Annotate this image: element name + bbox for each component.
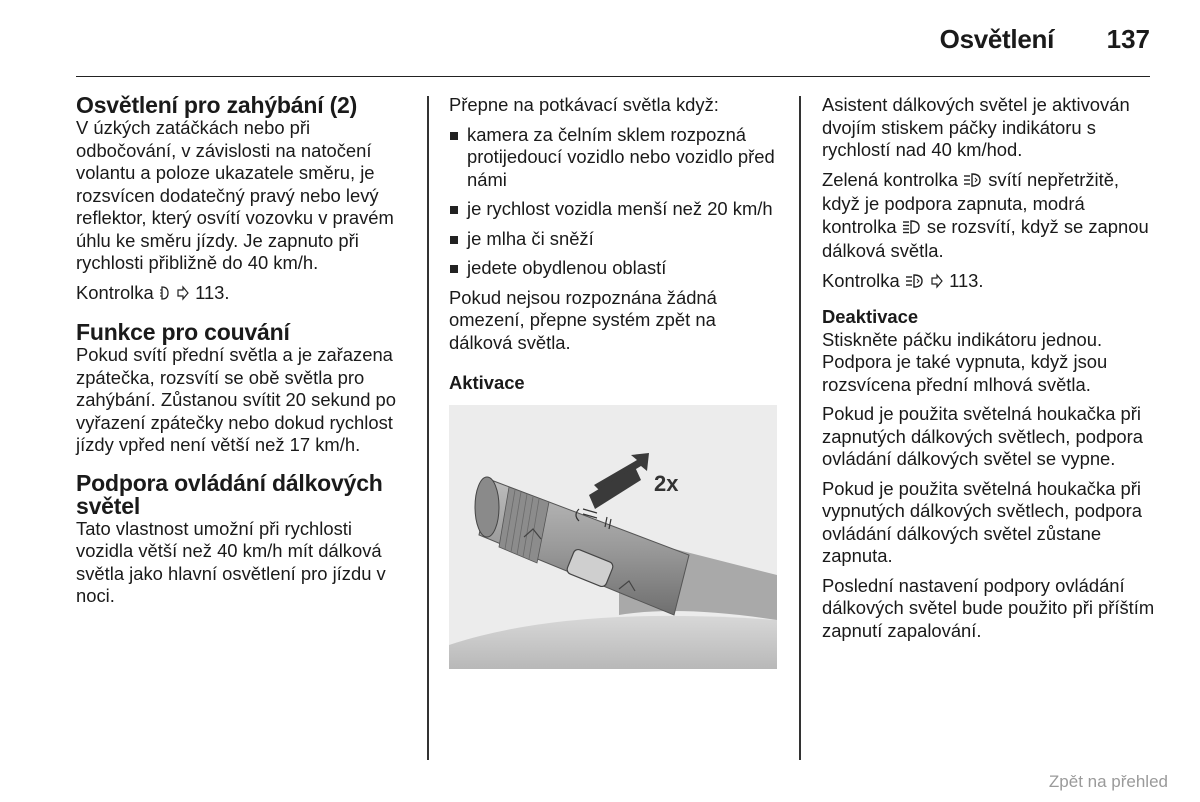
- paragraph: Přepne na potkávací světla když:: [449, 94, 719, 115]
- paragraph: Pokud svítí přední světla a je zařazena zpátečka, rozsvítí se obě světla pro zahýbání. Zůstanou svítit 20 sekund po vyřazení zpátečky nebo dokud rychlost jízdy vpřed není větší než 17 km/h.: [76, 344, 396, 455]
- list-item: kamera za čelním sklem rozpozná protijedoucí vozidlo nebo vozidlo před námi: [449, 124, 784, 192]
- back-to-overview-link[interactable]: Zpět na přehled: [1048, 772, 1168, 791]
- heading-high-beam-assist: Podpora ovládání dálkových světel: [76, 469, 383, 519]
- high-beam-assist-icon: [963, 171, 983, 194]
- page-number: 137: [1106, 24, 1150, 54]
- subheading-deactivation: Deaktivace: [822, 306, 919, 327]
- paragraph: Poslední nastavení podpory ovládání dálkových světel bude použito při příštím zapnutí zapalování.: [822, 574, 1155, 641]
- heading-reverse-function: Funkce pro couvání: [76, 319, 290, 345]
- indicator-stalk-illustration: [449, 405, 777, 669]
- heading-cornering-light: Osvětlení pro zahýbání (2): [76, 92, 358, 118]
- paragraph: Pokud je použita světelná houkačka při zapnutých dálkových světlech, podpora ovládání dálkových světel se vypne.: [822, 403, 1144, 469]
- page-header: [76, 0, 1150, 77]
- text-run: se rozsvítí, když se zapnou dálková světla.: [822, 215, 1149, 261]
- list-item: je rychlost vozidla menší než 20 km/h: [449, 198, 784, 221]
- paragraph: Stiskněte páčku indikátoru jednou. Podpora je také vypnuta, když jsou rozsvícena přední mlhová světla.: [822, 328, 1108, 395]
- paragraph: [822, 169, 1158, 263]
- section-title: Osvětlení: [939, 24, 1054, 54]
- text-run: svítí nepřetržitě, když je podpora zapnuta, modrá kontrolka: [822, 168, 1120, 237]
- paragraph: Asistent dálkových světel je aktivován dvojím stiskem páčky indikátoru s rychlostí nad 40 km/hod.: [822, 94, 1130, 160]
- column-1: [76, 94, 412, 615]
- paragraph: Tato vlastnost umožní při rychlosti vozidla větší než 40 km/h mít dálková světla jako hlavní osvětlení pro jízdu v noci.: [76, 517, 386, 606]
- kontrolka-page-ref[interactable]: 113.: [195, 281, 230, 303]
- column-3: [822, 94, 1158, 649]
- paragraph: Pokud nejsou rozpoznána žádná omezení, přepne systém zpět na dálková světla.: [449, 286, 717, 353]
- high-beam-assist-icon: [905, 272, 925, 295]
- text-run: Zelená kontrolka: [822, 168, 958, 190]
- kontrolka-line: [76, 282, 412, 307]
- cornering-light-icon: [159, 284, 171, 307]
- paragraph: Pokud je použita světelná houkačka při vypnutých dálkových světlech, podpora ovládání dálkových světel zůstane zapnuta.: [822, 477, 1142, 566]
- page-reference-arrow-icon[interactable]: [930, 272, 944, 295]
- kontrolka-page-ref[interactable]: 113.: [949, 269, 984, 291]
- column-2: [449, 94, 784, 669]
- subheading-activation: Aktivace: [449, 372, 525, 393]
- list-item: jedete obydlenou oblastí: [449, 257, 784, 280]
- condition-list: [449, 124, 784, 280]
- column-divider: [799, 96, 801, 760]
- press-twice-label: 2x: [654, 470, 679, 496]
- column-divider: [427, 96, 429, 760]
- kontrolka-label: Kontrolka: [76, 281, 154, 303]
- kontrolka-label: Kontrolka: [822, 269, 900, 291]
- paragraph: V úzkých zatáčkách nebo při odbočování, v závislosti na natočení volantu a poloze ukazatele směru, je rozsvícen dodatečný pravý nebo levý reflektor, který osvítí vozovku v pravém úhlu ke směru jízdy. Je zapnuto při rychlosti přibližně do 40 km/h.: [76, 117, 394, 273]
- page-reference-arrow-icon[interactable]: [176, 284, 190, 307]
- list-item: je mlha či sněží: [449, 228, 784, 251]
- high-beam-icon: [902, 218, 922, 241]
- kontrolka-line: [822, 270, 1158, 295]
